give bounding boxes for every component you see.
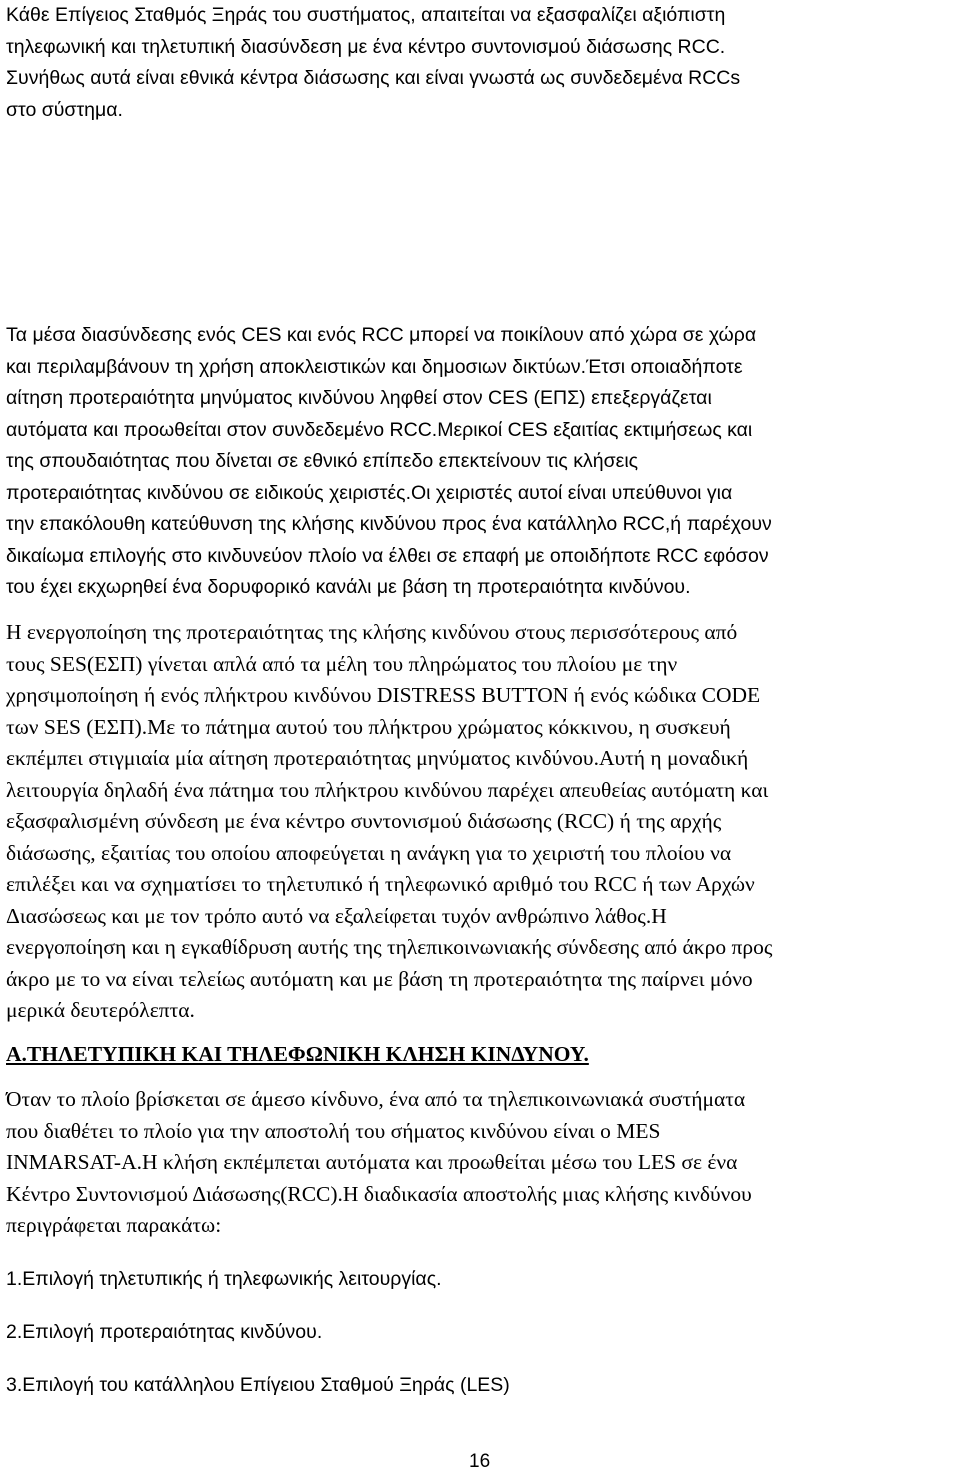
list-item: 2.Επιλογή προτεραιότητας κινδύνου.: [6, 1321, 323, 1343]
list-item: 3.Επιλογή του κατάλληλου Επίγειου Σταθμού Ξηράς (LES): [6, 1374, 510, 1396]
text-line: στο σύστημα.: [6, 98, 123, 121]
section-heading: Α.ΤΗΛΕΤΥΠΙΚΗ ΚΑΙ ΤΗΛΕΦΩΝΙΚΗ ΚΛΗΣΗ ΚΙΝΔΥΝΟΥ.: [6, 1042, 589, 1066]
text-line: εκπέμπει στιγμιαία μία αίτηση προτεραιότητας μηνύματος κινδύνου.Αυτή η μοναδική: [6, 746, 749, 770]
paragraph-2: [6, 320, 956, 604]
text-line: αυτόματα και προωθείται στον συνδεδεμένο RCC.Μερικοί CES εξαιτίας εκτιμήσεως και: [6, 418, 753, 441]
page-number: 16: [469, 1451, 491, 1472]
text-line: της σπουδαιότητας που δίνεται σε εθνικό επίπεδο επεκτείνουν τις κλήσεις: [6, 450, 639, 472]
text-line: Διασώσεως και με τον τρόπο αυτό να εξαλείφεται τυχόν ανθρώπινο λάθος.Η: [6, 903, 667, 928]
text-line: δικαίωμα επιλογής στο κινδυνεύον πλοίο να έλθει σε επαφή με οποιδήποτε RCC εφόσον: [6, 544, 769, 567]
text-line: ενεργοποίηση και η εγκαθίδρυση αυτής της τηλεπικοινωνιακής σύνδεσης από άκρο προς: [6, 935, 773, 959]
text-line: αίτηση προτεραιότητα μηνύματος κινδύνου ληφθεί στον CES (ΕΠΣ) επεξεργάζεται: [6, 387, 712, 409]
text-line: μερικά δευτερόλεπτα.: [6, 998, 195, 1022]
text-line: INMARSAT-A.Η κλήση εκπέμπεται αυτόματα και προωθείται μέσω του LES σε ένα: [6, 1150, 738, 1174]
text-line: λειτουργία δηλαδή ένα πάτημα του πλήκτρου κινδύνου παρέχει απευθείας αυτόματη και: [6, 777, 769, 802]
paragraph-3: [6, 617, 956, 1027]
text-line: Κάθε Επίγειος Σταθμός Ξηράς του συστήματος, απαιτείται να εξασφαλίζει αξιόπιστη: [6, 4, 726, 26]
text-line: τους SES(ΕΣΠ) γίνεται απλά από τα μέλη του πληρώματος του πλοίου με την: [6, 651, 678, 676]
text-line: άκρο με το να είναι τελείως αυτόματη και με βάση τη προτεραιότητα της παίρνει μόνο: [6, 966, 753, 991]
text-line: την επακόλουθη κατεύθυνση της κλήσης κινδύνου προς ένα κατάλληλο RCC,ή παρέχουν: [6, 513, 772, 535]
text-line: τηλεφωνική και τηλετυπική διασύνδεση με ένα κέντρο συντονισμού διάσωσης RCC.: [6, 35, 726, 58]
text-line: Συνήθως αυτά είναι εθνικά κέντρα διάσωσης και είναι γνωστά ως συνδεδεμένα RCCs: [6, 67, 741, 89]
text-line: του έχει εκχωρηθεί ένα δορυφορικό κανάλι με βάση τη προτεραιότητα κινδύνου.: [6, 576, 691, 598]
paragraph-4: [6, 1084, 956, 1242]
text-line: επιλέξει και να σχηματίσει το τηλετυπικό ή τηλεφωνικό αριθμό του RCC ή των Αρχών: [6, 872, 755, 896]
text-line: χρησιμοποίηση ή ενός πλήκτρου κινδύνου DISTRESS BUTTON ή ενός κώδικα CODE: [6, 683, 761, 707]
text-line: εξασφαλισμένη σύνδεση με ένα κέντρο συντονισμού διάσωσης (RCC) ή της αρχής: [6, 809, 722, 833]
text-line: και περιλαμβάνουν τη χρήση αποκλειστικών και δημοσιων δικτύων.Έτσι οποιαδήποτε: [6, 355, 743, 378]
text-line: Όταν το πλοίο βρίσκεται σε άμεσο κίνδυνο, ένα από τα τηλεπικοινωνιακά συστήματα: [6, 1087, 746, 1111]
text-line: περιγράφεται παρακάτω:: [6, 1213, 222, 1237]
text-line: που διαθέτει το πλοίο για την αποστολή του σήματος κινδύνου είναι ο MES: [6, 1118, 661, 1143]
text-line: Κέντρο Συντονισμού Διάσωσης(RCC).Η διαδικασία αποστολής μιας κλήσης κινδύνου: [6, 1181, 752, 1206]
text-line: των SES (ΕΣΠ).Με το πάτημα αυτού του πλήκτρου χρώματος κόκκινου, η συσκευή: [6, 714, 731, 739]
text-line: Η ενεργοποίηση της προτεραιότητας της κλήσης κινδύνου στους περισσότερους από: [6, 620, 738, 644]
paragraph-1: [6, 0, 956, 126]
text-line: προτεραιότητας κινδύνου σε ειδικούς χειριστές.Οι χειριστές αυτοί είναι υπεύθυνοι για: [6, 481, 733, 504]
text-line: Τα μέσα διασύνδεσης ενός CES και ενός RCC μπορεί να ποικίλουν από χώρα σε χώρα: [6, 324, 757, 346]
text-line: διάσωσης, εξαιτίας του οποίου αποφεύγεται η ανάγκη για το χειριστή του πλοίου να: [6, 840, 732, 865]
list-item: 1.Επιλογή τηλετυπικής ή τηλεφωνικής λειτουργίας.: [6, 1268, 442, 1290]
